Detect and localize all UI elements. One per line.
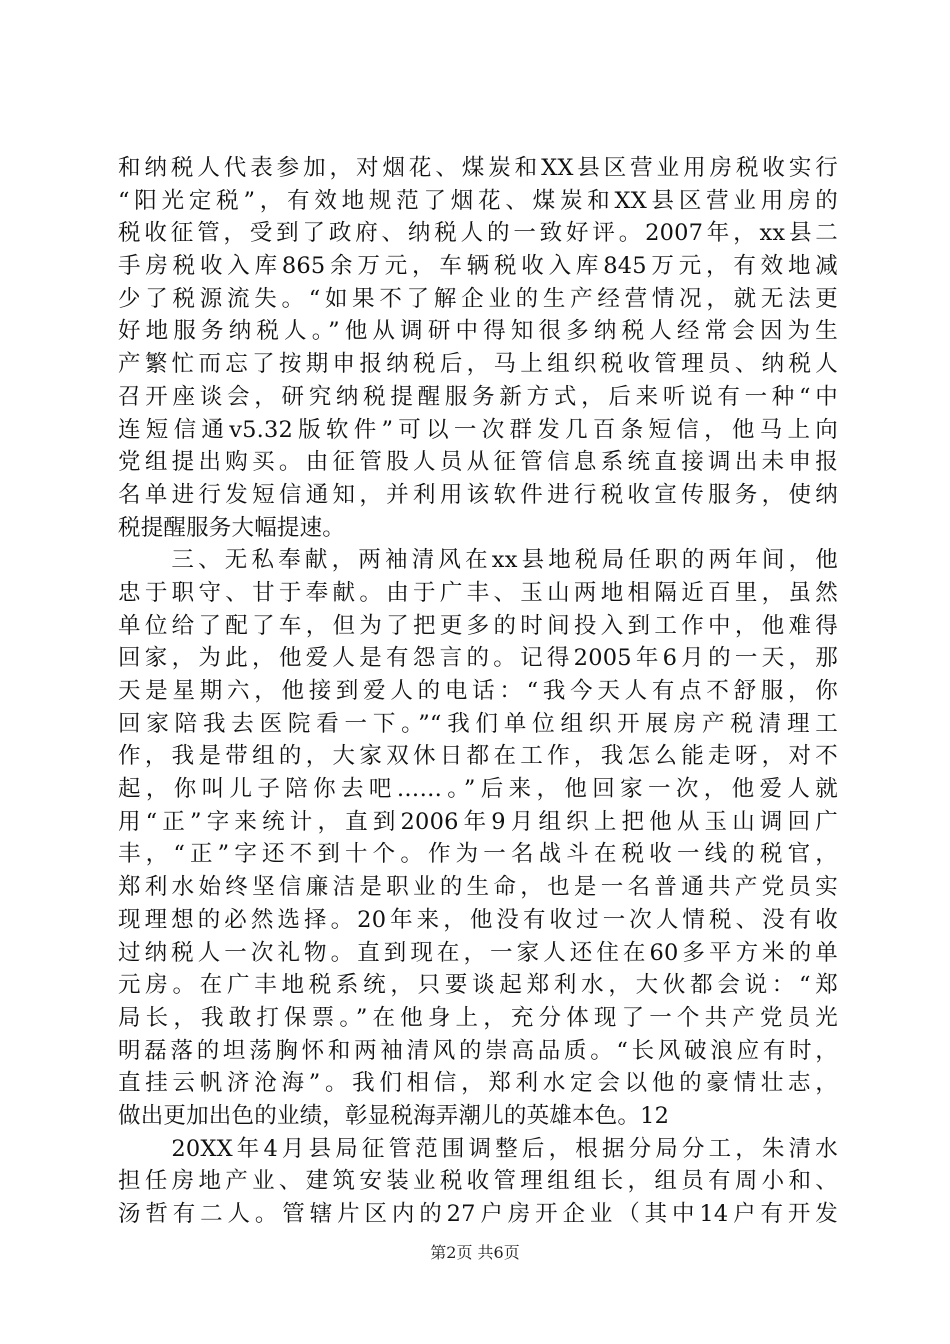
text-line: 回家陪我去医院看一下。”“我们单位组织开展房产税清理工 [118, 710, 838, 737]
text-line: 税提醒服务大幅提速。 [118, 514, 346, 541]
text-line: 忠于职守、甘于奉献。由于广丰、玉山两地相隔近百里，虽然 [118, 579, 838, 606]
text-line: 产繁忙而忘了按期申报纳税后，马上组织税收管理员、纳税人 [118, 351, 838, 378]
text-line: 名单进行发短信通知，并利用该软件进行税收宣传服务，使纳 [118, 481, 838, 508]
document-body [118, 152, 838, 1231]
text-line: 直挂云帆济沧海”。我们相信，郑利水定会以他的豪情壮志， [118, 1070, 838, 1097]
text-line: 回家，为此，他爱人是有怨言的。记得2005年6月的一天，那 [118, 645, 838, 672]
text-line: 丰，“正”字还不到十个。作为一名战斗在税收一线的税官， [118, 841, 838, 868]
text-line: 好地服务纳税人。”他从调研中得知很多纳税人经常会因为生 [118, 318, 838, 345]
text-line: 少了税源流失。“如果不了解企业的生产经营情况，就无法更 [118, 285, 838, 312]
text-line: 做出更加出色的业绩，彰显税海弄潮儿的英雄本色。12 [118, 1102, 670, 1129]
text-line: 现理想的必然选择。20年来，他没有收过一次人情税、没有收 [118, 906, 838, 933]
text-line: 连短信通v5.32版软件”可以一次群发几百条短信，他马上向 [118, 416, 838, 443]
page-number-footer: 第2页 共6页 [430, 1243, 520, 1262]
text-line: 天是星期六，他接到爱人的电话：“我今天人有点不舒服，你 [118, 678, 838, 704]
text-line: 元房。在广丰地税系统，只要谈起郑利水，大伙都会说：“郑 [118, 972, 838, 999]
text-line: 召开座谈会，研究纳税提醒服务新方式，后来听说有一种“中 [118, 383, 838, 410]
text-line: 手房税收入库865余万元，车辆税收入库845万元，有效地减 [118, 253, 838, 280]
text-line: 党组提出购买。由征管股人员从征管信息系统直接调出未申报 [118, 449, 838, 476]
text-line: 和纳税人代表参加，对烟花、煤炭和XX县区营业用房税收实行 [118, 155, 838, 181]
text-line: 三、无私奉献，两袖清风在xx县地税局任职的两年间，他 [118, 547, 838, 574]
text-line: “阳光定税”，有效地规范了烟花、煤炭和XX县区营业用房的 [118, 187, 838, 214]
text-line: 汤哲有二人。管辖片区内的27户房开企业（其中14户有开发 [118, 1201, 838, 1227]
text-line: 起，你叫儿子陪你去吧……。”后来，他回家一次，他爱人就 [118, 776, 838, 803]
text-line: 郑利水始终坚信廉洁是职业的生命，也是一名普通共产党员实 [118, 874, 838, 901]
text-line: 明磊落的坦荡胸怀和两袖清风的崇高品质。“长风破浪应有时， [118, 1037, 838, 1064]
text-line: 税收征管，受到了政府、纳税人的一致好评。2007年，xx县二 [118, 220, 838, 247]
text-line: 局长，我敢打保票。”在他身上，充分体现了一个共产党员光 [118, 1004, 838, 1031]
text-line: 过纳税人一次礼物。直到现在，一家人还住在60多平方米的单 [118, 939, 838, 966]
text-line: 用“正”字来统计，直到2006年9月组织上把他从玉山调回广 [118, 808, 838, 835]
text-line: 作，我是带组的，大家双休日都在工作，我怎么能走呀，对不 [118, 743, 838, 770]
text-line: 20XX年4月县局征管范围调整后，根据分局分工，朱清水 [118, 1135, 838, 1162]
text-line: 担任房地产业、建筑安装业税收管理组组长，组员有周小和、 [118, 1168, 838, 1195]
text-line: 单位给了配了车，但为了把更多的时间投入到工作中，他难得 [118, 612, 838, 639]
